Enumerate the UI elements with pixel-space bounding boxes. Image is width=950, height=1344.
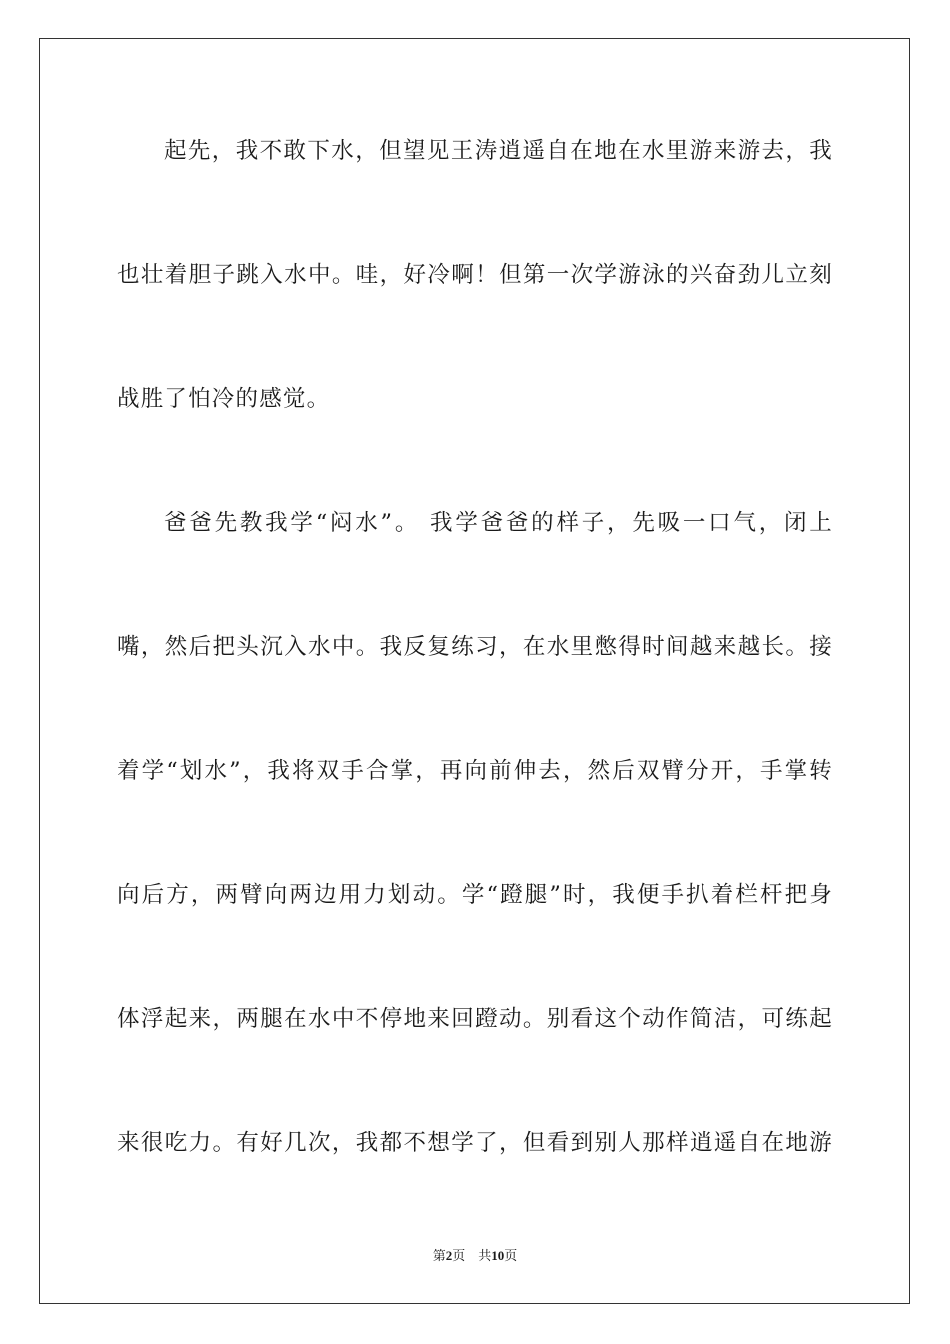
total-prefix: 共 (478, 1248, 492, 1263)
paragraph-2-line-1: 爸爸先教我学“闷水”。 我学爸爸的样子，先吸一口气，闭上 (164, 510, 833, 536)
paragraph-1-line-1: 起先，我不敢下水，但望见王涛逍遥自在地在水里游来游去，我 (164, 138, 833, 164)
page-footer (0, 1247, 950, 1265)
paragraph-2-line-6: 来很吃力。有好几次，我都不想学了，但看到别人那样逍遥自在地游 (117, 1130, 833, 1156)
paragraph-2-line-4: 向后方，两臂向两边用力划动。学“蹬腿”时，我便手扒着栏杆把身 (117, 882, 833, 908)
paragraph-2-line-5: 体浮起来，两腿在水中不停地来回蹬动。别看这个动作简洁，可练起 (117, 1006, 833, 1032)
page-suffix: 页 (452, 1248, 466, 1263)
paragraph-1-line-2: 也壮着胆子跳入水中。哇，好冷啊！但第一次学游泳的兴奋劲儿立刻 (117, 262, 833, 288)
paragraph-2-line-2: 嘴，然后把头沉入水中。我反复练习，在水里憋得时间越来越长。接 (117, 634, 833, 660)
paragraph-2-line-3: 着学“划水”，我将双手合掌，再向前伸去，然后双臂分开，手掌转 (117, 758, 833, 784)
total-suffix: 页 (504, 1248, 518, 1263)
page-number: 2 (445, 1248, 453, 1263)
page-border (39, 38, 910, 1304)
total-pages: 10 (491, 1248, 505, 1263)
paragraph-1-line-3: 战胜了怕冷的感觉。 (117, 386, 331, 412)
page-prefix: 第 (432, 1248, 446, 1263)
